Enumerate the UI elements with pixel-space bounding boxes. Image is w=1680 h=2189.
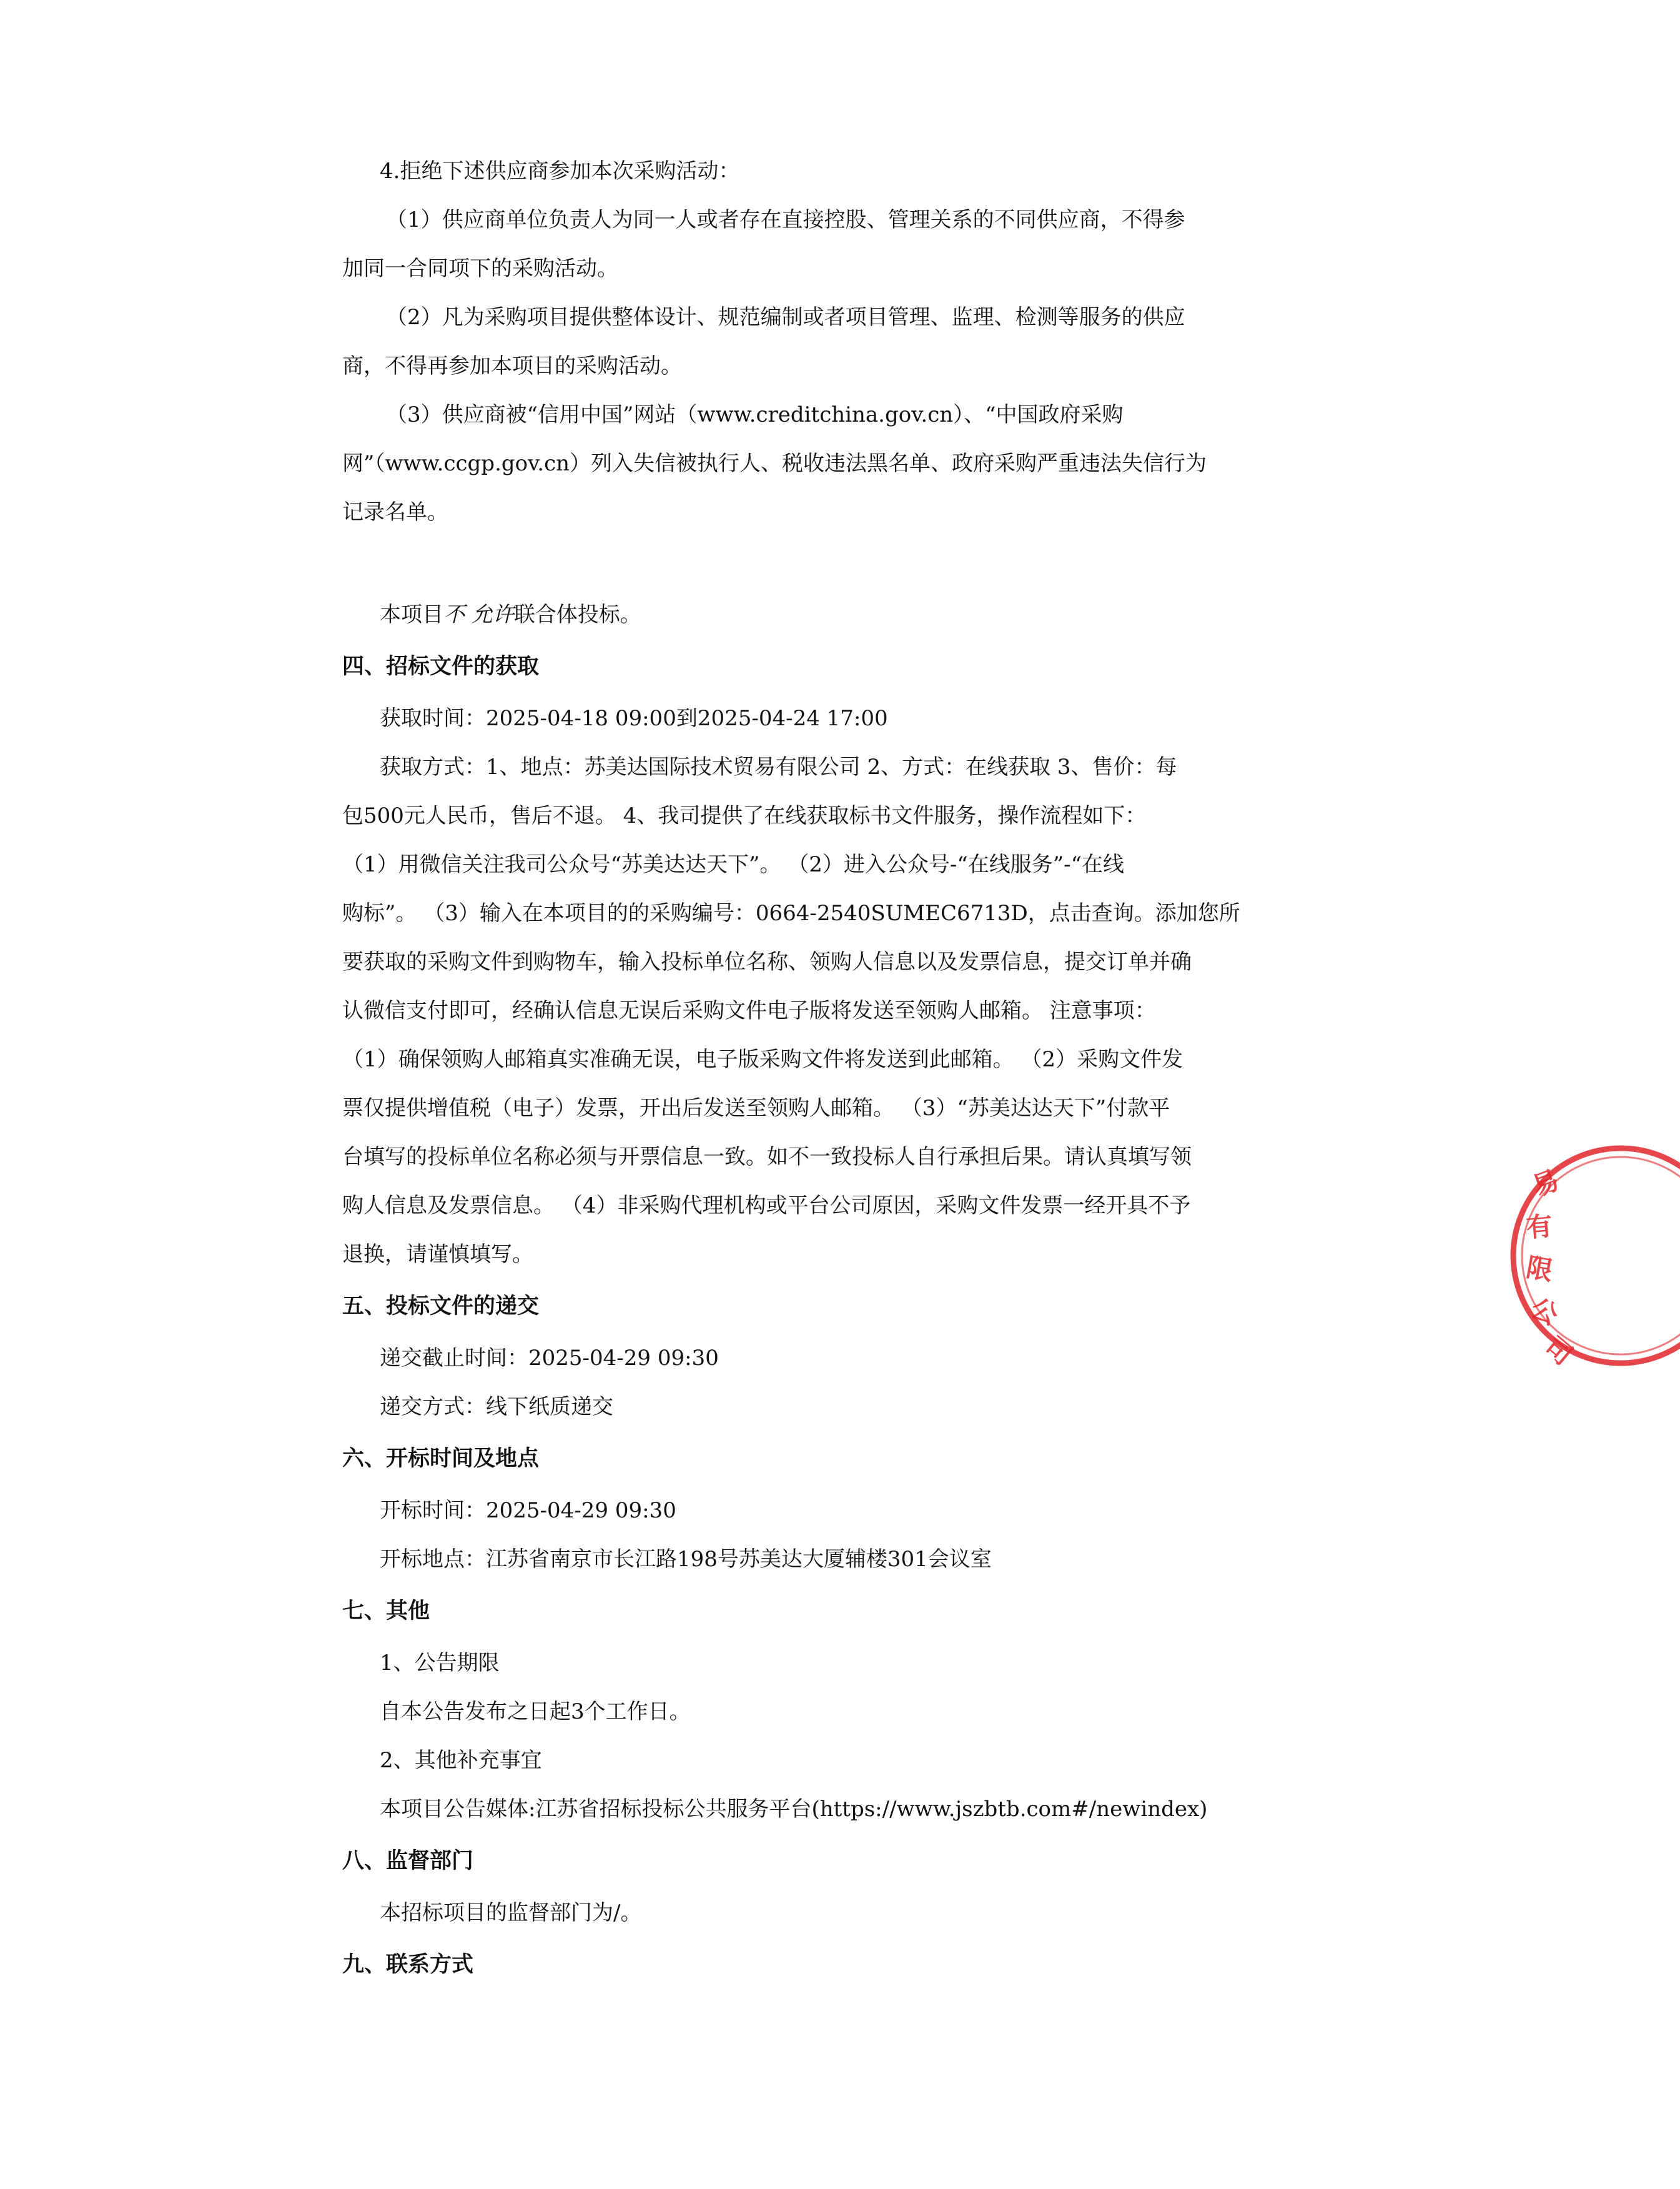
rejection-item-3-line-2: 网”（www.ccgp.gov.cn）列入失信被执行人、税收违法黑名单、政府采购严重违法失信行为 [342, 451, 1207, 476]
acquisition-line: （1）用微信关注我司公众号“苏美达达天下”。 （2）进入公众号-“在线服务”-“在线 [342, 852, 1124, 877]
company-seal-stamp [1493, 1137, 1680, 1374]
section-6-heading: 六、开标时间及地点 [342, 1446, 540, 1471]
rejection-title: 4.拒绝下述供应商参加本次采购活动： [380, 159, 740, 184]
consortium-value: 不 允许 [443, 602, 514, 627]
acquisition-line: （1）确保领购人邮箱真实准确无误，电子版采购文件将发送到此邮箱。 （2）采购文件发 [342, 1047, 1183, 1072]
svg-text:限: 限 [1524, 1251, 1556, 1287]
acquisition-line: 认微信支付即可，经确认信息无误后采购文件电子版将发送至领购人邮箱。 注意事项： [342, 998, 1156, 1023]
acquisition-line: 包500元人民币，售后不退。 4、我司提供了在线获取标书文件服务，操作流程如下： [342, 803, 1147, 828]
acquisition-line: 退换，请谨慎填写。 [342, 1242, 533, 1267]
svg-text:司: 司 [1538, 1331, 1579, 1371]
submission-method: 递交方式：线下纸质递交 [380, 1394, 613, 1419]
rejection-item-3-line-3: 记录名单。 [342, 500, 448, 525]
section-7-heading: 七、其他 [342, 1599, 430, 1624]
svg-text:易: 易 [1528, 1164, 1563, 1203]
notice-period-title: 1、公告期限 [380, 1650, 500, 1675]
other-matters-title: 2、其他补充事宜 [380, 1748, 542, 1773]
opening-time: 开标时间：2025-04-29 09:30 [380, 1498, 676, 1523]
rejection-item-1-line-1: （1）供应商单位负责人为同一人或者存在直接控股、管理关系的不同供应商，不得参 [386, 207, 1185, 232]
rejection-item-2-line-1: （2）凡为采购项目提供整体设计、规范编制或者项目管理、监理、检测等服务的供应 [386, 305, 1185, 330]
acquisition-line: 台填写的投标单位名称必须与开票信息一致。如不一致投标人自行承担后果。请认真填写领 [342, 1144, 1192, 1169]
submission-deadline: 递交截止时间：2025-04-29 09:30 [380, 1346, 719, 1371]
section-4-heading: 四、招标文件的获取 [342, 654, 540, 679]
notice-period-body: 自本公告发布之日起3个工作日。 [380, 1699, 691, 1724]
rejection-item-3-line-1: （3）供应商被“信用中国”网站（www.creditchina.gov.cn）、“中国政府采购 [386, 402, 1124, 427]
acquisition-line: 购标”。 （3）输入在本项目的的采购编号：0664-2540SUMEC6713D，点击查询。添加您所 [342, 901, 1240, 926]
acquisition-line: 要获取的采购文件到购物车，输入投标单位名称、领购人信息以及发票信息，提交订单并确 [342, 950, 1192, 975]
section-5-heading: 五、投标文件的递交 [342, 1294, 540, 1319]
consortium-suffix: 联合体投标。 [513, 602, 641, 627]
supervision-body: 本招标项目的监督部门为/。 [380, 1900, 642, 1925]
consortium-prefix: 本项目 [380, 602, 443, 627]
rejection-item-1-line-2: 加同一合同项下的采购活动。 [342, 256, 618, 281]
acquisition-line: 购人信息及发票信息。 （4）非采购代理机构或平台公司原因，采购文件发票一经开具不予 [342, 1193, 1191, 1218]
consortium-statement [380, 601, 1267, 628]
other-matters-body: 本项目公告媒体:江苏省招标投标公共服务平台(https://www.jszbtb.com#/newindex) [380, 1797, 1208, 1822]
opening-place: 开标地点：江苏省南京市长江路198号苏美达大厦辅楼301会议室 [380, 1547, 992, 1572]
acquisition-line: 票仅提供增值税（电子）发票，开出后发送至领购人邮箱。 （3）“苏美达达天下”付款平 [342, 1096, 1170, 1121]
svg-text:有: 有 [1524, 1210, 1554, 1243]
acquisition-line: 获取方式：1、地点：苏美达国际技术贸易有限公司 2、方式：在线获取 3、售价：每 [380, 755, 1177, 780]
svg-text:公: 公 [1526, 1292, 1563, 1331]
acquisition-time: 获取时间：2025-04-18 09:00到2025-04-24 17:00 [380, 706, 888, 731]
rejection-item-2-line-2: 商，不得再参加本项目的采购活动。 [342, 354, 682, 379]
section-8-heading: 八、监督部门 [342, 1849, 474, 1874]
section-9-heading: 九、联系方式 [342, 1952, 474, 1977]
